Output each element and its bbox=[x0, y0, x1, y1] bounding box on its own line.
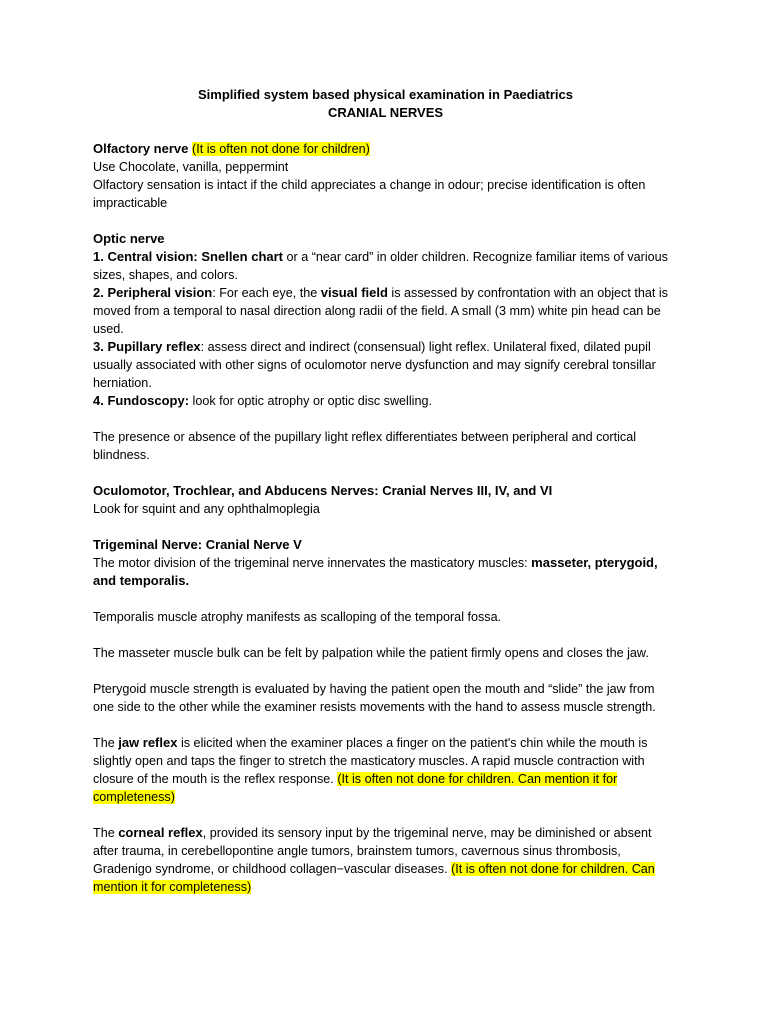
corneal-reflex-note: (It is often not done for children. Can mention it for completeness) bbox=[93, 862, 655, 894]
optic-item-1 bbox=[93, 248, 678, 284]
optic-item-3-label: 3. Pupillary reflex bbox=[93, 339, 201, 354]
olfactory-line2: Olfactory sensation is intact if the child appreciates a change in odour; precise identification is often impracticable bbox=[93, 178, 646, 210]
optic-paragraph: The presence or absence of the pupillary light reflex differentiates between peripheral and cortical blindness. bbox=[93, 430, 637, 462]
trigeminal-p5-b: is elicited when the examiner places a finger on the patient's chin while the mouth is slightly open and taps the finger to stretch the masticatory muscles. A rapid muscle contraction with closure of the mouth is the reflex response. bbox=[93, 736, 648, 786]
olfactory-note: (It is often not done for children) bbox=[192, 142, 370, 156]
optic-item-2-visual-field: visual field bbox=[320, 285, 388, 300]
oculomotor-heading: Oculomotor, Trochlear, and Abducens Nerves: Cranial Nerves III, IV, and VI bbox=[93, 483, 553, 498]
trigeminal-heading: Trigeminal Nerve: Cranial Nerve V bbox=[93, 537, 302, 552]
trigeminal-p1-text: The motor division of the trigeminal nerve innervates the masticatory muscles: bbox=[93, 556, 532, 570]
trigeminal-p6-a: The bbox=[93, 826, 119, 840]
optic-item-1-text: or a “near card” in older children. Recognize familiar items of various sizes, shapes, and colors. bbox=[93, 250, 668, 282]
optic-item-2-label: 2. Peripheral vision bbox=[93, 285, 213, 300]
jaw-reflex-term: jaw reflex bbox=[118, 735, 178, 750]
trigeminal-paragraph-5 bbox=[93, 734, 678, 806]
optic-item-4 bbox=[93, 392, 678, 410]
optic-item-1-label: 1. Central vision: Snellen chart bbox=[93, 249, 283, 264]
document-title: Simplified system based physical examination in Paediatrics bbox=[198, 87, 573, 102]
olfactory-line1: Use Chocolate, vanilla, peppermint bbox=[93, 160, 289, 174]
optic-item-2-text-b: is assessed by confrontation with an object that is moved from a temporal to nasal direction along radii of the field. A small (3 mm) white pin head can be used. bbox=[93, 286, 668, 336]
trigeminal-p6-b: , provided its sensory input by the trigeminal nerve, may be diminished or absent after trauma, in cerebellopontine angle tumors, brainstem tumors, cavernous sinus thrombosis, Gradenigo syndrome, or childhood collagen−vascular diseases. bbox=[93, 826, 652, 876]
trigeminal-paragraph-3: The masseter muscle bulk can be felt by palpation while the patient firmly opens and closes the jaw. bbox=[93, 646, 649, 660]
olfactory-heading-text: Olfactory nerve bbox=[93, 141, 192, 156]
corneal-reflex-term: corneal reflex bbox=[118, 825, 203, 840]
document-subtitle: CRANIAL NERVES bbox=[327, 105, 444, 120]
jaw-reflex-note: (It is often not done for children. Can mention it for completeness) bbox=[93, 772, 618, 804]
trigeminal-p5-a: The bbox=[93, 736, 119, 750]
document-body bbox=[93, 86, 678, 896]
trigeminal-paragraph-6 bbox=[93, 824, 678, 896]
olfactory-heading bbox=[93, 140, 678, 158]
optic-item-2-text-a: : For each eye, the bbox=[212, 286, 321, 300]
trigeminal-paragraph-4: Pterygoid muscle strength is evaluated by having the patient open the mouth and “slide” the jaw from one side to the other while the examiner resists movements with the hand to assess muscle strength. bbox=[93, 682, 656, 714]
trigeminal-p1-muscles: masseter, pterygoid, and temporalis. bbox=[93, 555, 658, 588]
optic-item-2 bbox=[93, 284, 678, 338]
trigeminal-paragraph-1 bbox=[93, 554, 678, 590]
optic-item-3-text: : assess direct and indirect (consensual) light reflex. Unilateral fixed, dilated pupil usually associated with other signs of oculomotor nerve dysfunction and may signify cerebral tonsillar herniation. bbox=[93, 340, 656, 390]
optic-heading: Optic nerve bbox=[93, 231, 165, 246]
oculomotor-text: Look for squint and any ophthalmoplegia bbox=[93, 502, 320, 516]
optic-item-3 bbox=[93, 338, 678, 392]
optic-item-4-text: look for optic atrophy or optic disc swelling. bbox=[189, 394, 432, 408]
optic-item-4-label: 4. Fundoscopy: bbox=[93, 393, 190, 408]
trigeminal-paragraph-2: Temporalis muscle atrophy manifests as scalloping of the temporal fossa. bbox=[93, 610, 502, 624]
